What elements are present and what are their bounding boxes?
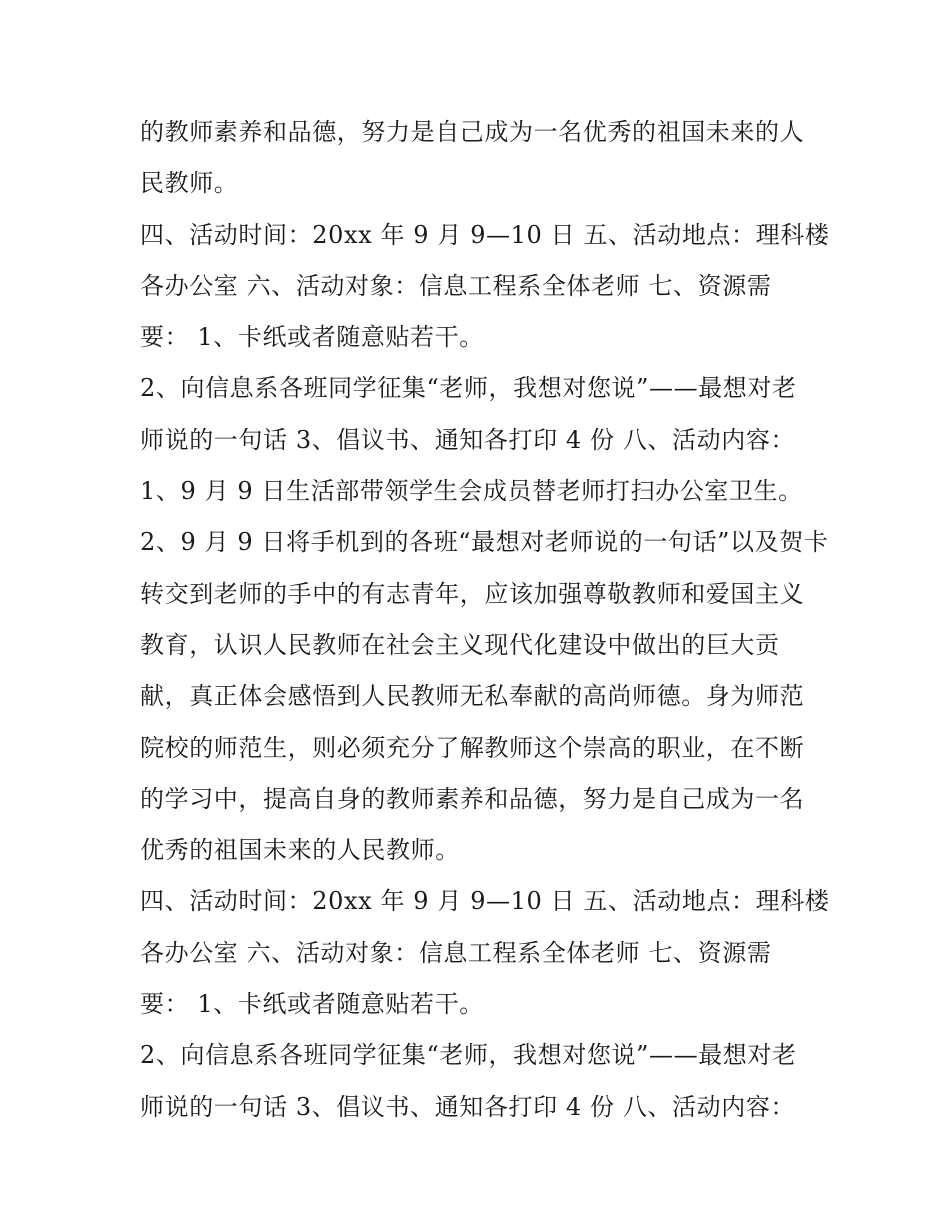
text-line: 院校的师范生，则必须充分了解教师这个崇高的职业，在不断 bbox=[140, 733, 805, 762]
text-line: 2、向信息系各班同学征集“老师，我想对您说”——最想对老 bbox=[140, 374, 797, 403]
text-line: 各办公室 六、活动对象：信息工程系全体老师 七、资源需 bbox=[140, 271, 772, 300]
text-line: 要： 1、卡纸或者随意贴若干。 bbox=[140, 990, 484, 1019]
text-line: 师说的一句话 3、倡议书、通知各打印 4 份 八、活动内容： bbox=[140, 1092, 796, 1121]
text-line: 的教师素养和品德，努力是自己成为一名优秀的祖国未来的人 bbox=[140, 118, 805, 146]
text-line: 四、活动时间：20xx 年 9 月 9—10 日 五、活动地点：理科楼 bbox=[140, 887, 830, 916]
text-line: 优秀的祖国未来的人民教师。 bbox=[140, 836, 460, 865]
text-line: 2、9 月 9 日将手机到的各班“最想对老师说的一句话”以及贺卡 bbox=[140, 528, 829, 557]
text-line: 2、向信息系各班同学征集“老师，我想对您说”——最想对老 bbox=[140, 1041, 797, 1070]
text-line: 1、9 月 9 日生活部带领学生会成员替老师打扫办公室卫生。 bbox=[140, 477, 803, 506]
document-body bbox=[140, 107, 830, 1133]
text-line: 教育，认识人民教师在社会主义现代化建设中做出的巨大贡 bbox=[140, 630, 780, 659]
text-line: 要： 1、卡纸或者随意贴若干。 bbox=[140, 323, 484, 352]
text-line: 民教师。 bbox=[140, 169, 239, 198]
text-line: 献，真正体会感悟到人民教师无私奉献的高尚师德。身为师范 bbox=[140, 682, 805, 711]
text-line: 四、活动时间：20xx 年 9 月 9—10 日 五、活动地点：理科楼 bbox=[140, 220, 830, 249]
text-line: 师说的一句话 3、倡议书、通知各打印 4 份 八、活动内容： bbox=[140, 425, 796, 454]
text-line: 转交到老师的手中的有志青年，应该加强尊敬教师和爱国主义 bbox=[140, 579, 805, 608]
text-line: 各办公室 六、活动对象：信息工程系全体老师 七、资源需 bbox=[140, 938, 772, 967]
text-line: 的学习中，提高自身的教师素养和品德，努力是自己成为一名 bbox=[140, 784, 805, 813]
